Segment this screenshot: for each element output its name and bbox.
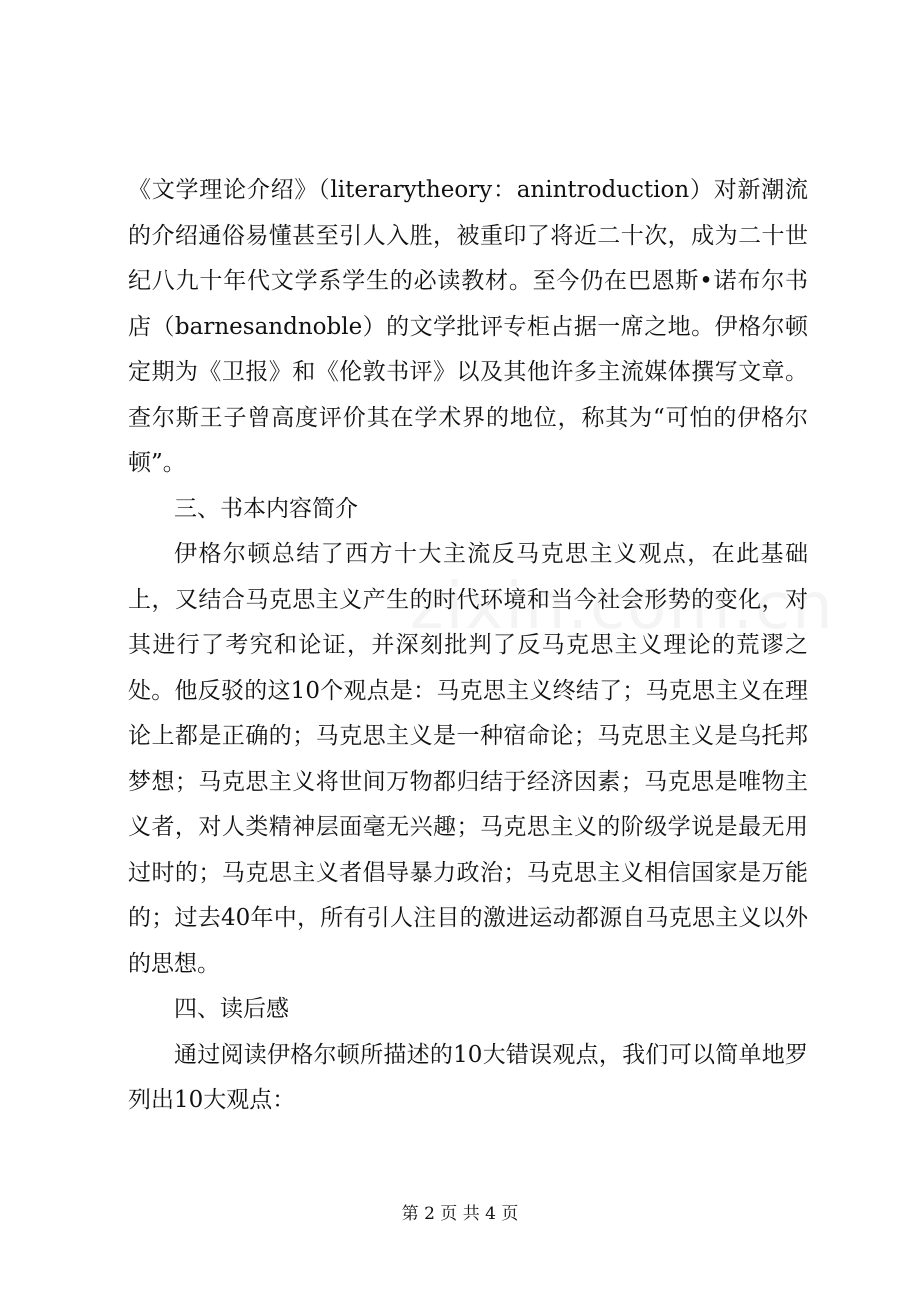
paragraph-author-intro: 《文学理论介绍》（literarytheory：anintroduction）对新潮流的介绍通俗易懂甚至引人入胜，被重印了将近二十次，成为二十世纪八九十年代文学系学生的必读教材。至今仍在巴恩斯•诺布尔书店（barnesandnoble）的文学批评专柜占据一席之地。伊格尔顿定期为《卫报》和《伦敦书评》以及其他许多主流媒体撰写文章。查尔斯王子曾高度评价其在学术界的地位，称其为“可怕的伊格尔顿”。 [128,177,808,476]
section-heading-reflection: 四、读后感 [174,996,289,1022]
section-heading-content-summary: 三、书本内容简介 [174,495,358,522]
document-body [128,168,808,1124]
page-footer: 第 2 页 共 4 页 [401,1204,519,1224]
paragraph-reflection: 通过阅读伊格尔顿所描述的10大错误观点，我们可以简单地罗列出10大观点： [128,1041,808,1113]
paragraph-content-summary: 伊格尔顿总结了西方十大主流反马克思主义观点，在此基础上，又结合马克思主义产生的时代环境和当今社会形势的变化，对其进行了考究和论证，并深刻批判了反马克思主义理论的荒谬之处。他反驳的这10个观点是：马克思主义终结了；马克思主义在理论上都是正确的；马克思主义是一种宿命论；马克思主义是乌托邦梦想；马克思主义将世间万物都归结于经济因素；马克思是唯物主义者，对人类精神层面毫无兴趣；马克思主义的阶级学说是最无用过时的；马克思主义者倡导暴力政治；马克思主义相信国家是万能的；过去40年中，所有引人注目的激进运动都源自马克思主义以外的思想。 [128,541,808,977]
